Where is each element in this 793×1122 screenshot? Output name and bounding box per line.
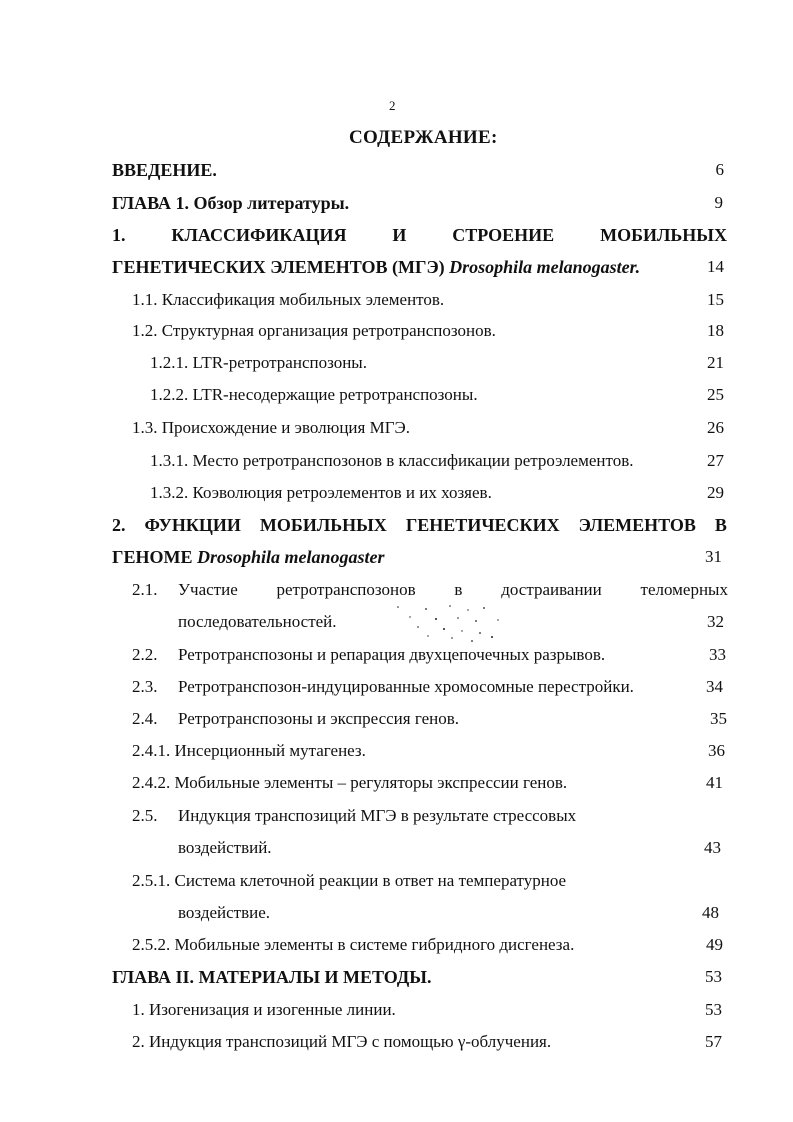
toc-entry-section-2-line2: [112, 547, 385, 568]
heading-word: В: [714, 515, 727, 535]
toc-entry: 2.4.1. Инсерционный мутагенез.: [132, 741, 366, 760]
toc-page: 49: [706, 935, 723, 954]
toc-page: 29: [707, 483, 724, 502]
toc-entry-number: 2.2.: [132, 645, 158, 664]
toc-entry-chapter-1: ГЛАВА 1. Обзор литературы.: [112, 193, 350, 213]
heading-word: МОБИЛЬНЫХ: [600, 225, 727, 245]
toc-entry: 2.5.2. Мобильные элементы в системе гибридного дисгенеза.: [132, 935, 575, 954]
toc-entry: Ретротранспозоны и репарация двухцепочечных разрывов.: [178, 645, 606, 664]
toc-page: 41: [706, 773, 723, 792]
page-number: 2: [389, 98, 396, 113]
toc-entry: Индукция транспозиций МГЭ в результате стрессовых: [178, 806, 577, 825]
toc-page: 48: [702, 903, 719, 922]
toc-page: 32: [707, 612, 724, 631]
toc-entry-chapter-2: ГЛАВА II. МАТЕРИАЛЫ И МЕТОДЫ.: [112, 967, 432, 987]
entry-word: теломерных: [640, 580, 728, 599]
heading-word: ЭЛЕМЕНТОВ: [578, 515, 696, 535]
heading-word: МОБИЛЬНЫХ: [259, 515, 387, 535]
toc-entry: 1.2. Структурная организация ретротранспозонов.: [132, 321, 496, 340]
toc-entry-section-1: [112, 225, 727, 246]
toc-entry: воздействий.: [178, 838, 272, 857]
toc-page: 6: [715, 160, 724, 179]
toc-entry: 1.1. Классификация мобильных элементов.: [132, 290, 445, 309]
toc-entry: воздействие.: [178, 903, 271, 922]
toc-page: 35: [710, 709, 727, 728]
scan-noise: [388, 603, 518, 643]
toc-page: 31: [705, 547, 722, 566]
toc-page: 57: [705, 1032, 722, 1051]
toc-entry: 2.5.1. Система клеточной реакции в ответ на температурное: [132, 871, 567, 890]
heading-word: КЛАССИФИКАЦИЯ: [171, 225, 347, 245]
toc-entry-section-1-line2: [112, 257, 640, 278]
heading-word: ГЕНЕТИЧЕСКИХ: [405, 515, 560, 535]
toc-page: 53: [705, 1000, 722, 1019]
toc-page: 43: [704, 838, 721, 857]
toc-entry-section-2: [112, 515, 727, 536]
toc-entry: 1. Изогенизация и изогенные линии.: [132, 1000, 396, 1019]
entry-word: Участие: [178, 580, 238, 599]
toc-page: 15: [707, 290, 724, 309]
toc-title: СОДЕРЖАНИЕ:: [349, 127, 498, 148]
section-number: 1.: [112, 225, 126, 245]
toc-entry: последовательностей.: [178, 612, 337, 631]
toc-page: 18: [707, 321, 724, 340]
toc-entry: 2. Индукция транспозиций МГЭ с помощью γ-облучения.: [132, 1032, 552, 1051]
entry-word: достраивании: [501, 580, 602, 599]
entry-word: ретротранспозонов: [276, 580, 416, 599]
toc-entry: 1.2.1. LTR-ретротранспозоны.: [150, 353, 367, 372]
toc-entry: 1.3.2. Коэволюция ретроэлементов и их хозяев.: [150, 483, 492, 502]
section-number: 2.: [112, 515, 126, 535]
toc-entry: 1.3.1. Место ретротранспозонов в классификации ретроэлементов.: [150, 451, 634, 470]
heading-word: СТРОЕНИЕ: [452, 225, 555, 245]
toc-entry-number: 2.3.: [132, 677, 158, 696]
toc-entry: Ретротранспозон-индуцированные хромосомные перестройки.: [178, 677, 634, 696]
heading-word: ФУНКЦИИ: [144, 515, 241, 535]
toc-entry: 1.3. Происхождение и эволюция МГЭ.: [132, 418, 411, 437]
toc-entry: 2.4.2. Мобильные элементы – регуляторы экспрессии генов.: [132, 773, 568, 792]
toc-page: 25: [707, 385, 724, 404]
species-name: Drosophila melanogaster.: [449, 257, 641, 277]
toc-page: 26: [707, 418, 724, 437]
toc-entry-number: 2.4.: [132, 709, 158, 728]
toc-page: 33: [709, 645, 726, 664]
toc-entry: Ретротранспозоны и экспрессия генов.: [178, 709, 460, 728]
toc-page: 14: [707, 257, 724, 276]
heading-text: ГЕНЕТИЧЕСКИХ ЭЛЕМЕНТОВ (МГЭ): [112, 257, 445, 277]
species-name: Drosophila melanogaster: [196, 547, 385, 567]
toc-entry-number: 2.5.: [132, 806, 158, 825]
entry-word: в: [454, 580, 463, 599]
toc-page: 9: [714, 193, 723, 212]
heading-word: И: [392, 225, 407, 245]
entry-number: 2.1.: [132, 580, 158, 599]
toc-page: 21: [707, 353, 724, 372]
toc-page: 34: [706, 677, 723, 696]
toc-page: 53: [705, 967, 722, 986]
toc-page: 27: [707, 451, 724, 470]
toc-entry: 1.2.2. LTR-несодержащие ретротранспозоны.: [150, 385, 478, 404]
toc-page: 36: [708, 741, 725, 760]
heading-text: ГЕНОМЕ: [112, 547, 193, 567]
toc-entry-introduction: ВВЕДЕНИЕ.: [112, 160, 217, 180]
